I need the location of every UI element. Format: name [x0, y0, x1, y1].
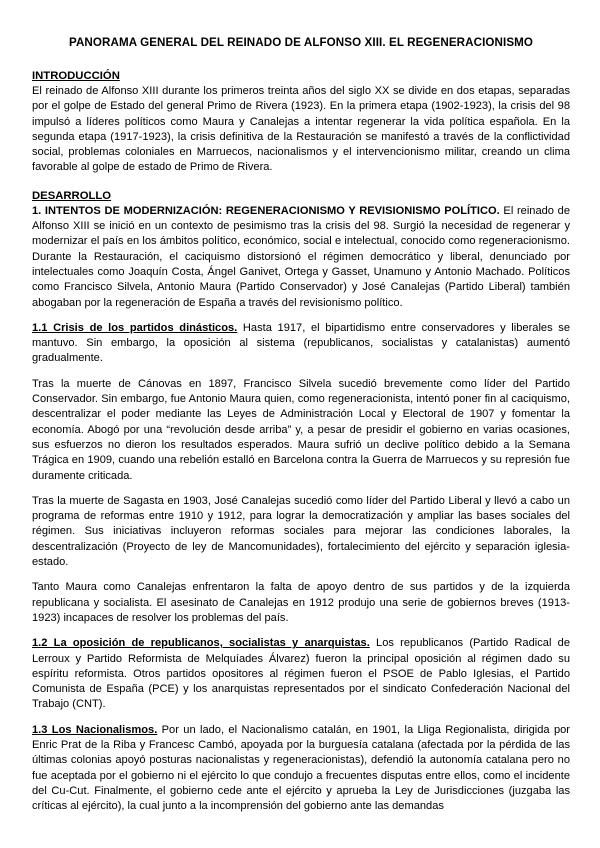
intro-paragraph: El reinado de Alfonso XIII durante los primeros treinta años del siglo XX se divide en dos etapas, separadas por el golpe de Estado del general Primo de Rivera (1923). En la primera etapa (1902-1923), la crisis del 98 impulsó a líderes políticos como Maura y Canalejas a intentar regenerar la vida política española. En la segunda etapa (1917-1923), la crisis definitiva de la Restauración se manifestó a través de la conflictividad social, problemas coloniales en Marruecos, nacionalismos y el intervencionismo militar, creando un clima favorable al golpe de estado de Primo de Rivera. — [32, 85, 570, 174]
desarrollo-heading: DESARROLLO — [32, 189, 112, 202]
section-1-text: El reinado de Alfonso XIII se inició en un contexto de pesimismo tras la crisis del 98. Surgió la necesidad de regenerar y modernizar el país en los ámbitos político, económico, social e intelectual, conocido como regeneracionismo. Durante la Restauración, el caciquismo distorsionó el régimen democrático y liberal, denunciado por intelectuales como Joaquín Costa, Ángel Ganivet, Ortega y Gasset, Unamuno y Antonio Machado. Políticos como Francisco Silvela, Antonio Maura (Partido Conservador) y José Canalejas (Partido Liberal) también abogaban por la regeneración de España a través del revisionismo político. — [32, 204, 570, 309]
section-1-2-heading: 1.2 La oposición de republicanos, socialistas y anarquistas. — [32, 637, 370, 650]
section-1-3-text: Por un lado, el Nacionalismo catalán, en 1901, la Lliga Regionalista, dirigida por Enric Prat de la Riba y Francesc Cambó, apoyada por la burguesía catalana (afectada por la pérdida de las últimas colonias apoyó posturas nacionalistas y regeneracionistas), defendió la autonomía catalana pero no fue aceptada por el gobierno ni el ejército lo que condujo a frecuentes disputas entre ellos, como el incidente del Cu-Cut. Finalmente, el gobierno cede ante el ejército y aprueba la Ley de Jurisdicciones (juzgaba las críticas al ejército), la cual junto a la incomprensión del gobierno ante las demandas — [32, 723, 570, 813]
section-1-2-text: Los republicanos (Partido Radical de Lerroux y Partido Reformista de Melquíades Álvarez) fueron la principal oposición al régimen dado su espíritu reformista. Otros partidos opositores al régimen fueron el PSOE de Pablo Iglesias, el Partido Comunista de España (PCE) y los anarquistas representados por el sindicato Confederación Nacional del Trabajo (CNT). — [32, 637, 570, 711]
section-1-1-paragraph-4: Tanto Maura como Canalejas enfrentaron la falta de apoyo dentro de sus partidos y de la izquierda republicana y socialista. El asesinato de Canalejas en 1912 produjo una serie de gobiernos breves (1913-1923) incapaces de resolver los problemas del país. — [32, 581, 570, 624]
document-title: PANORAMA GENERAL DEL REINADO DE ALFONSO XIII. EL REGENERACIONISMO — [68, 36, 534, 49]
section-1-1-text: Hasta 1917, el bipartidismo entre conservadores y liberales se mantuvo. Sin embargo, la oposición al sistema (republicanos, socialistas y catalanistas) aumentó gradualmente. — [32, 321, 570, 365]
section-1-1-paragraph-2: Tras la muerte de Cánovas en 1897, Francisco Silvela sucedió brevemente como líder del Partido Conservador. Sin embargo, fue Antonio Maura quien, como regeneracionista, intentó poner fin al caciquismo, descentralizar el poder mediante las Leyes de Administración Local y Electoral de 1907 y fomentar la economía. Abogó por una “revolución desde arriba” y, a pesar de presidir el gobierno en varias ocasiones, sus esfuerzos no dieron los resultados esperados. Maura sufrió un declive político debido a la Semana Trágica en 1909, cuando una rebelión estalló en Barcelona contra la Guerra de Marruecos y su represión fue duramente criticada. — [32, 377, 570, 482]
section-1-2-paragraph — [32, 636, 570, 712]
section-1-3-paragraph — [32, 723, 570, 815]
section-1-1-paragraph — [32, 321, 570, 367]
section-1-heading: 1. INTENTOS DE MODERNIZACIÓN: REGENERACIONISMO Y REVISIONISMO POLÍTICO. — [32, 204, 500, 217]
section-1-3-heading: 1.3 Los Nacionalismos. — [32, 723, 158, 736]
intro-heading: INTRODUCCIÓN — [32, 70, 120, 82]
section-1-paragraph — [32, 204, 570, 311]
section-1-1-paragraph-3: Tras la muerte de Sagasta en 1903, José Canalejas sucedió como líder del Partido Liberal y llevó a cabo un programa de reformas entre 1910 y 1912, para lograr la democratización y ampliar las bases sociales del régimen. Sus iniciativas incluyeron reformas sociales para mejorar las condiciones laborales, la descentralización (Proyecto de ley de Mancomunidades), fortalecimiento del ejército y separación iglesia-estado. — [32, 494, 570, 569]
section-1-1-heading: 1.1 Crisis de los partidos dinásticos. — [32, 321, 238, 334]
